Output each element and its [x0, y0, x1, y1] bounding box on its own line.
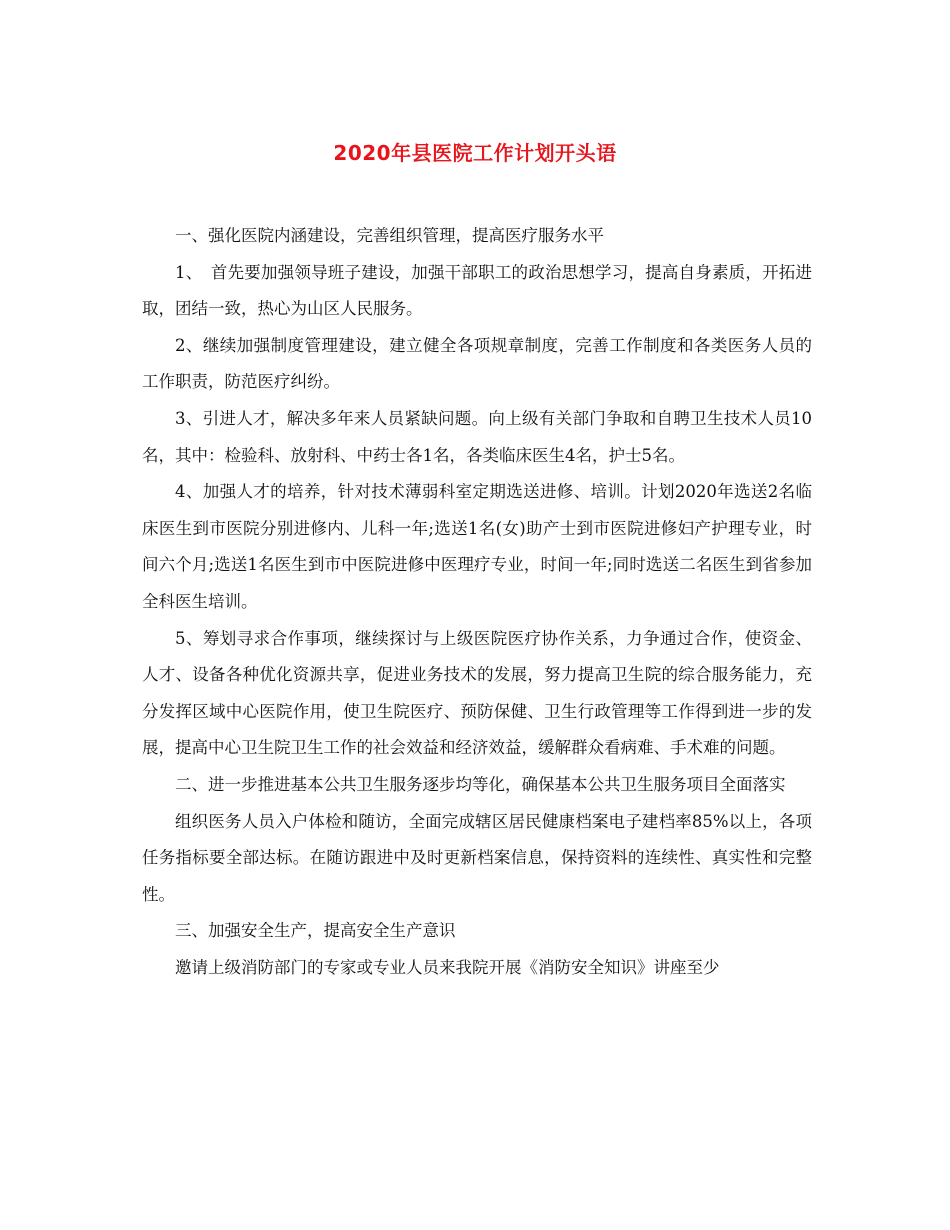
- section-heading-1: 一、强化医院内涵建设，完善组织管理，提高医疗服务水平: [175, 226, 604, 245]
- paragraph-fire-safety: 邀请上级消防部门的专家或专业人员来我院开展《消防安全知识》讲座至少: [175, 957, 720, 977]
- paragraph-item-5: 5、筹划寻求合作事项，继续探讨与上级医院医疗协作关系，力争通过合作，使资金、人才、设备各种优化资源共享，促进业务技术的发展，努力提高卫生院的综合服务能力，充分发挥区域中心医院作用，使卫生院医疗、预防保健、卫生行政管理等工作得到进一步的发展，提高中心卫生院卫生工作的社会效益和经济效益，缓解群众看病难、手术难的问题。: [142, 628, 812, 758]
- section-heading-3: 三、加强安全生产，提高安全生产意识: [175, 921, 456, 941]
- paragraph-item-1: 1、 首先要加强领导班子建设，加强干部职工的政治思想学习，提高自身素质，开拓进取，团结一致，热心为山区人民服务。: [142, 262, 812, 319]
- paragraph-item-4: 4、加强人才的培养，针对技术薄弱科室定期选送进修、培训。计划2020年选送2名临床医生到市医院分别进修内、儿科一年;选送1名(女)助产士到市医院进修妇产护理专业，时间六个月;选送1名医生到市中医院进修中医理疗专业，时间一年;同时选送二名医生到省参加全科医生培训。: [142, 482, 812, 611]
- paragraph-item-3: 3、引进人才，解决多年来人员紧缺问题。向上级有关部门争取和自聘卫生技术人员10名，其中：检验科、放射科、中药士各1名，各类临床医生4名，护士5名。: [142, 408, 812, 465]
- section-heading-2: 二、进一步推进基本公共卫生服务逐步均等化，确保基本公共卫生服务项目全面落实: [175, 774, 786, 794]
- paragraph-item-2: 2、继续加强制度管理建设，建立健全各项规章制度，完善工作制度和各类医务人员的工作职责，防范医疗纠纷。: [142, 335, 812, 392]
- document-title: 2020年县医院工作计划开头语: [333, 141, 617, 165]
- document-body: [142, 218, 812, 986]
- paragraph-public-health: 组织医务人员入户体检和随访，全面完成辖区居民健康档案电子建档率85%以上，各项任务指标要全部达标。在随访跟进中及时更新档案信息，保持资料的连续性、真实性和完整性。: [142, 811, 812, 904]
